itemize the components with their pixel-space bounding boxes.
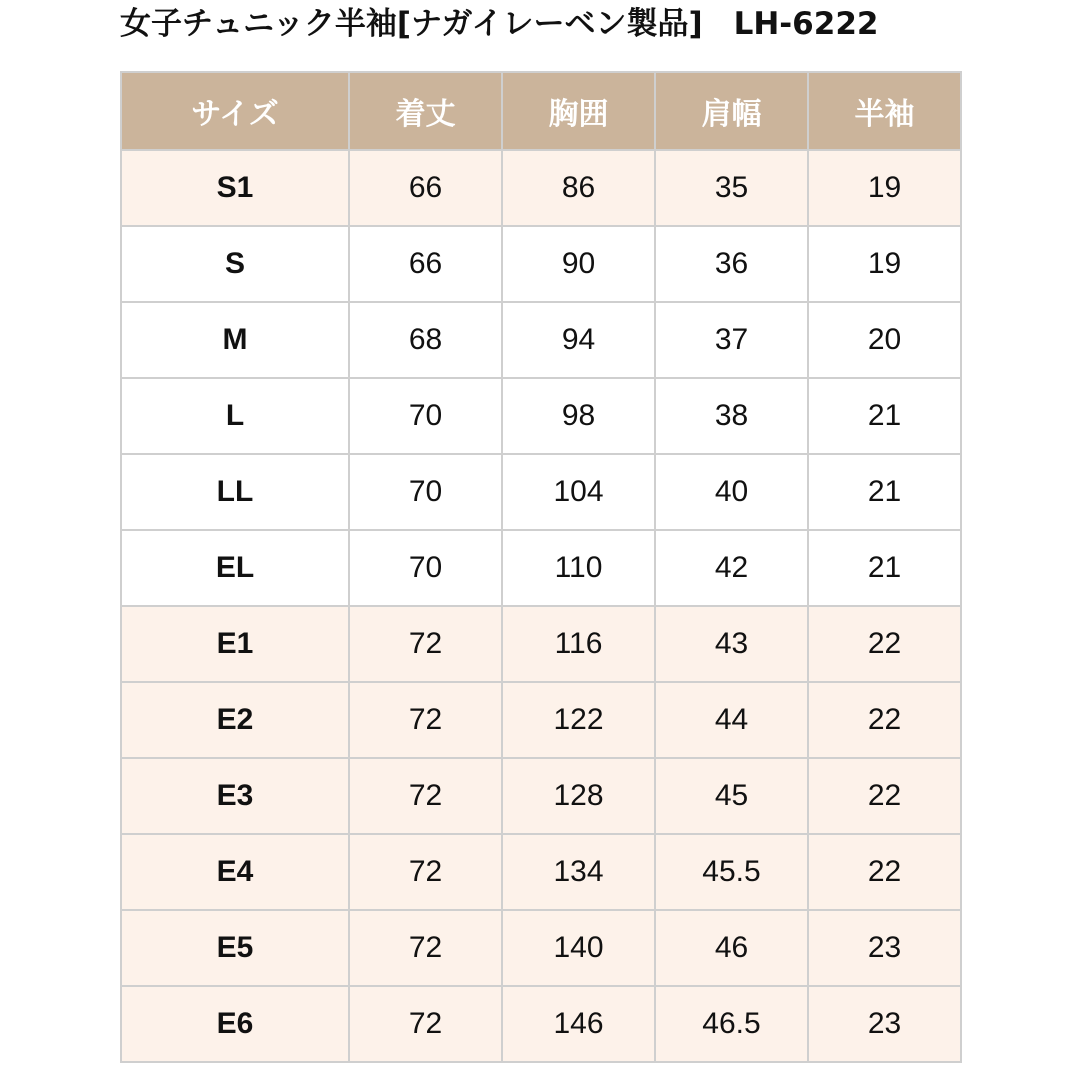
cell-shoulder: 46.5 [655, 986, 808, 1062]
cell-sleeve: 21 [808, 378, 961, 454]
table-header [121, 72, 961, 150]
cell-size: E5 [121, 910, 349, 986]
cell-length: 70 [349, 530, 502, 606]
cell-length: 70 [349, 378, 502, 454]
cell-sleeve: 21 [808, 454, 961, 530]
cell-size: E2 [121, 682, 349, 758]
cell-chest: 140 [502, 910, 655, 986]
header-size: サイズ [121, 72, 349, 150]
cell-length: 72 [349, 986, 502, 1062]
cell-chest: 90 [502, 226, 655, 302]
cell-sleeve: 23 [808, 910, 961, 986]
cell-length: 72 [349, 758, 502, 834]
cell-shoulder: 37 [655, 302, 808, 378]
table-row [121, 682, 961, 758]
cell-chest: 134 [502, 834, 655, 910]
cell-chest: 116 [502, 606, 655, 682]
cell-shoulder: 45 [655, 758, 808, 834]
cell-shoulder: 45.5 [655, 834, 808, 910]
cell-shoulder: 42 [655, 530, 808, 606]
cell-shoulder: 40 [655, 454, 808, 530]
cell-size: EL [121, 530, 349, 606]
table-body [121, 150, 961, 1062]
header-row [121, 72, 961, 150]
table-row [121, 302, 961, 378]
table-row [121, 834, 961, 910]
cell-chest: 128 [502, 758, 655, 834]
page-title: 女子チュニック半袖[ナガイレーベン製品] LH-6222 [120, 6, 879, 42]
cell-chest: 98 [502, 378, 655, 454]
cell-size: M [121, 302, 349, 378]
cell-chest: 146 [502, 986, 655, 1062]
table-row [121, 226, 961, 302]
cell-sleeve: 20 [808, 302, 961, 378]
cell-chest: 94 [502, 302, 655, 378]
cell-length: 66 [349, 150, 502, 226]
header-length: 着丈 [349, 72, 502, 150]
cell-sleeve: 19 [808, 150, 961, 226]
cell-shoulder: 35 [655, 150, 808, 226]
cell-shoulder: 44 [655, 682, 808, 758]
cell-sleeve: 21 [808, 530, 961, 606]
cell-sleeve: 19 [808, 226, 961, 302]
cell-size: LL [121, 454, 349, 530]
cell-size: E4 [121, 834, 349, 910]
cell-sleeve: 22 [808, 758, 961, 834]
cell-size: E6 [121, 986, 349, 1062]
table-row [121, 758, 961, 834]
cell-size: S1 [121, 150, 349, 226]
table-row [121, 378, 961, 454]
cell-length: 68 [349, 302, 502, 378]
header-chest: 胸囲 [502, 72, 655, 150]
table-row [121, 986, 961, 1062]
cell-shoulder: 46 [655, 910, 808, 986]
cell-sleeve: 22 [808, 834, 961, 910]
table-row [121, 530, 961, 606]
table-row [121, 150, 961, 226]
cell-shoulder: 38 [655, 378, 808, 454]
cell-length: 70 [349, 454, 502, 530]
cell-length: 72 [349, 834, 502, 910]
header-sleeve: 半袖 [808, 72, 961, 150]
cell-length: 72 [349, 910, 502, 986]
cell-chest: 110 [502, 530, 655, 606]
cell-size: E3 [121, 758, 349, 834]
cell-size: S [121, 226, 349, 302]
cell-size: L [121, 378, 349, 454]
table-row [121, 454, 961, 530]
table-row [121, 606, 961, 682]
cell-sleeve: 22 [808, 682, 961, 758]
cell-length: 66 [349, 226, 502, 302]
cell-chest: 104 [502, 454, 655, 530]
cell-shoulder: 43 [655, 606, 808, 682]
cell-length: 72 [349, 682, 502, 758]
table-row [121, 910, 961, 986]
size-chart-table [120, 71, 962, 1063]
cell-sleeve: 22 [808, 606, 961, 682]
cell-chest: 86 [502, 150, 655, 226]
cell-size: E1 [121, 606, 349, 682]
cell-shoulder: 36 [655, 226, 808, 302]
cell-chest: 122 [502, 682, 655, 758]
cell-sleeve: 23 [808, 986, 961, 1062]
header-shoulder: 肩幅 [655, 72, 808, 150]
cell-length: 72 [349, 606, 502, 682]
